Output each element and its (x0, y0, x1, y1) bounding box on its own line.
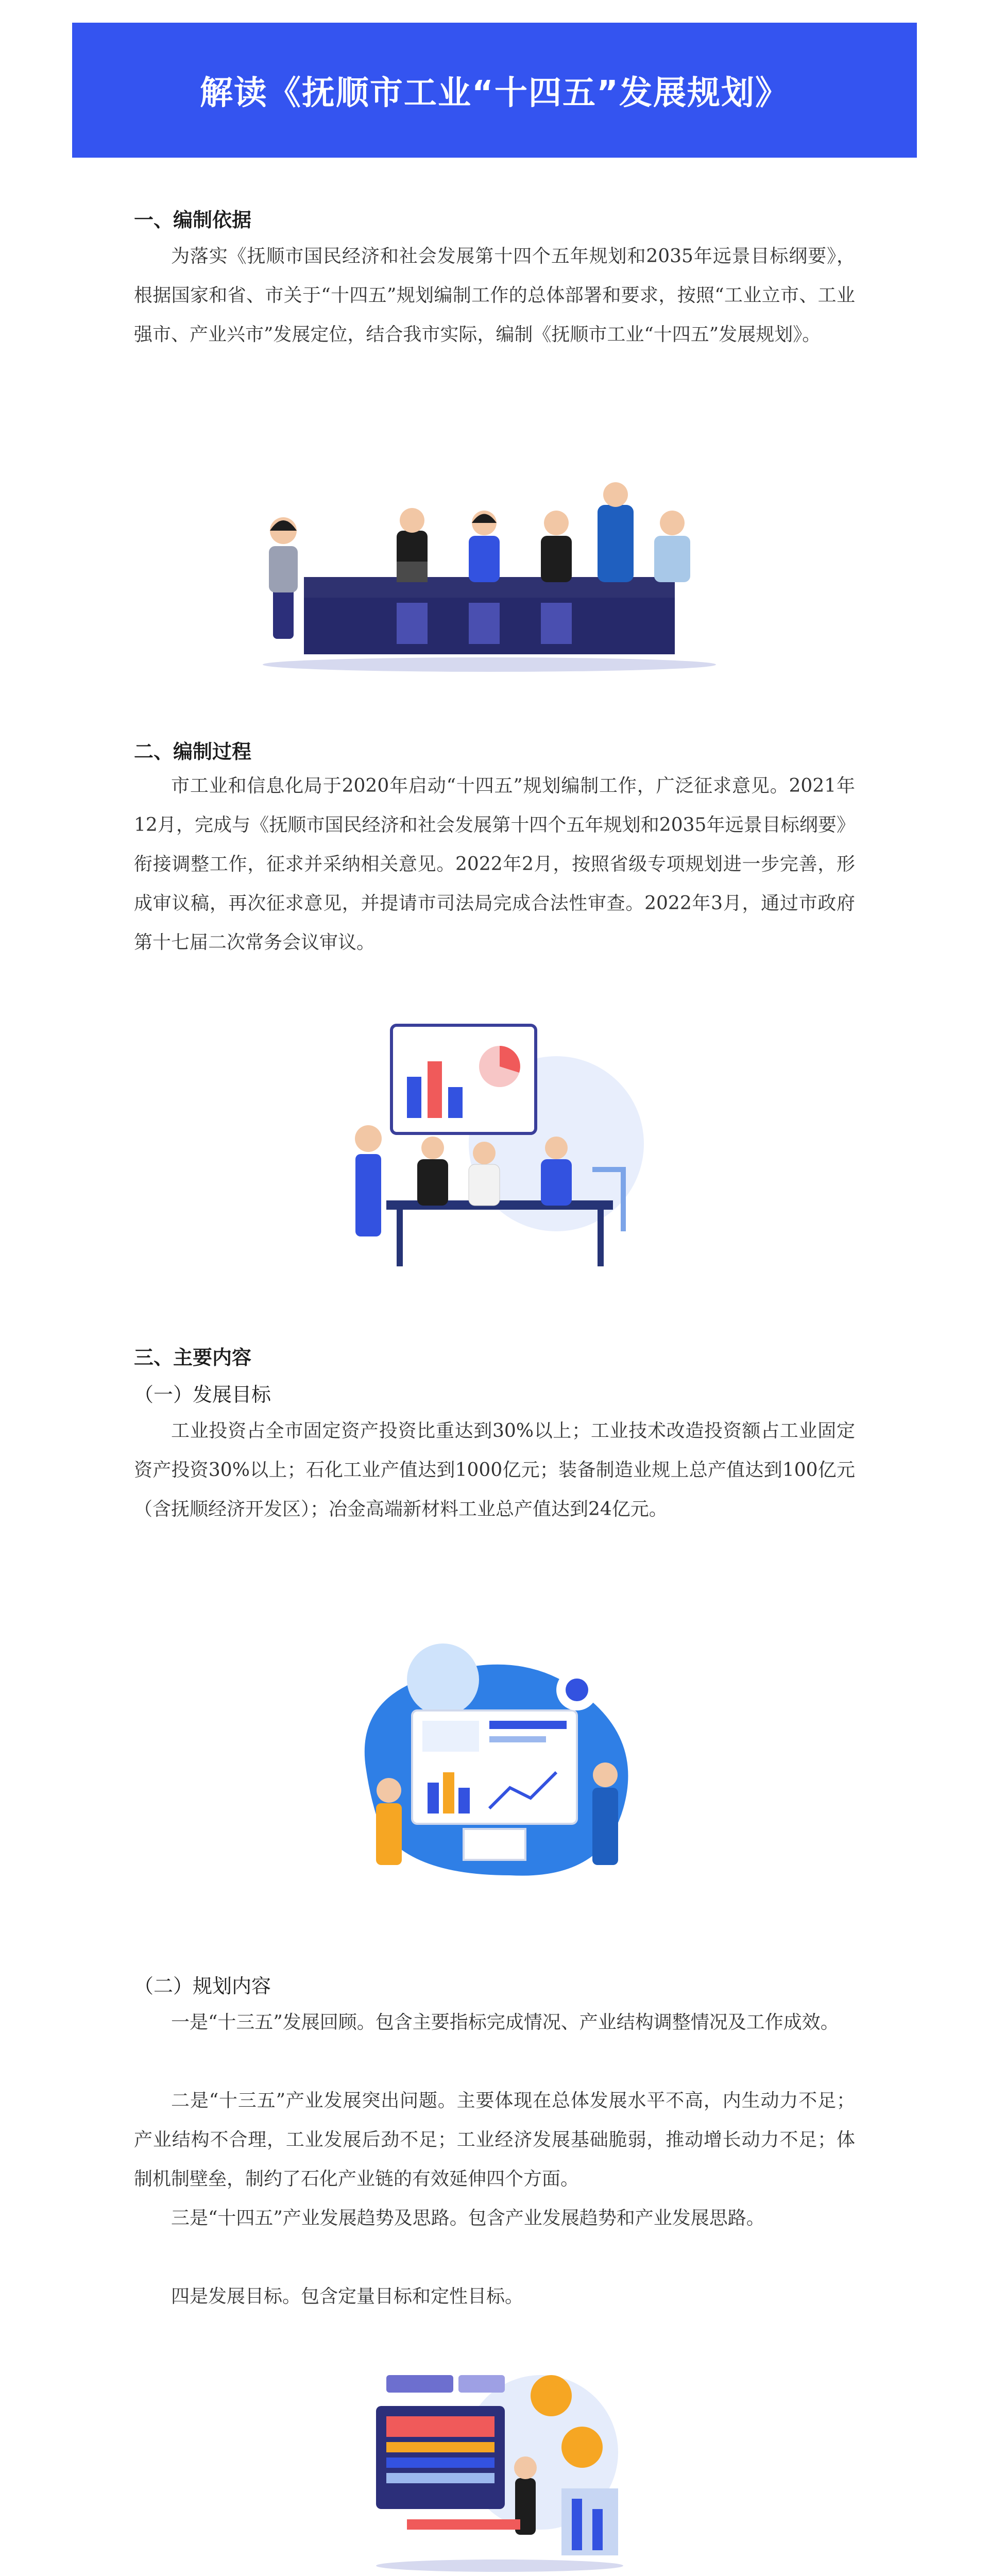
dashboard-illustration (335, 1633, 654, 1911)
subsection-heading-content: （二）规划内容 (134, 1975, 271, 1997)
meeting-illustration (242, 474, 747, 680)
content-item-4: 四是发展目标。包含定量目标和定性目标。 (171, 2286, 524, 2307)
content-item-2: 二是“十三五”产业发展突出问题。主要体现在总体发展水平不高，内生动力不足；产业结构不合理，工业发展后劲不足；工业经济发展基础脆弱，推动增长动力不足；体制机制壁垒，制约了石化产业链的有效延伸四个方面。 (134, 2090, 855, 2190)
finance-illustration (355, 2360, 634, 2576)
content-item-1: 一是“十三五”发展回顾。包含主要指标完成情况、产业结构调整情况及工作成效。 (171, 2012, 839, 2033)
section-heading-1: 一、编制依据 (134, 209, 252, 231)
section-para-2: 市工业和信息化局于2020年启动“十四五”规划编制工作，广泛征求意见。2021年12月，完成与《抚顺市国民经济和社会发展第十四个五年规划和2035年远景目标纲要》衔接调整工作，征求并采纳相关意见。2022年2月，按照省级专项规划进一步完善，形成审议稿，再次征求意见，并提请市司法局完成合法性审查。2022年3月，通过市政府第十七届二次常务会议审议。 (134, 775, 855, 953)
section-heading-2: 二、编制过程 (134, 740, 252, 763)
page-title: 解读《抚顺市工业“十四五”发展规划》 (199, 74, 790, 112)
team-presentation-illustration (335, 1015, 664, 1283)
section-para-1: 为落实《抚顺市国民经济和社会发展第十四个五年规划和2035年远景目标纲要》，根据国家和省、市关于“十四五”规划编制工作的总体部署和要求，按照“工业立市、工业强市、产业兴市”发展定位，结合我市实际，编制《抚顺市工业“十四五”发展规划》。 (134, 246, 855, 345)
subsection-heading-goals: （一）发展目标 (134, 1383, 271, 1406)
section-heading-3: 三、主要内容 (134, 1346, 252, 1369)
title-banner (72, 23, 917, 158)
content-item-3: 三是“十四五”产业发展趋势及思路。包含产业发展趋势和产业发展思路。 (171, 2208, 765, 2229)
goals-para: 工业投资占全市固定资产投资比重达到30%以上；工业技术改造投资额占工业固定资产投资30%以上；石化工业产值达到1000亿元；装备制造业规上总产值达到100亿元（含抚顺经济开发区）；冶金高端新材料工业总产值达到24亿元。 (134, 1420, 855, 1520)
